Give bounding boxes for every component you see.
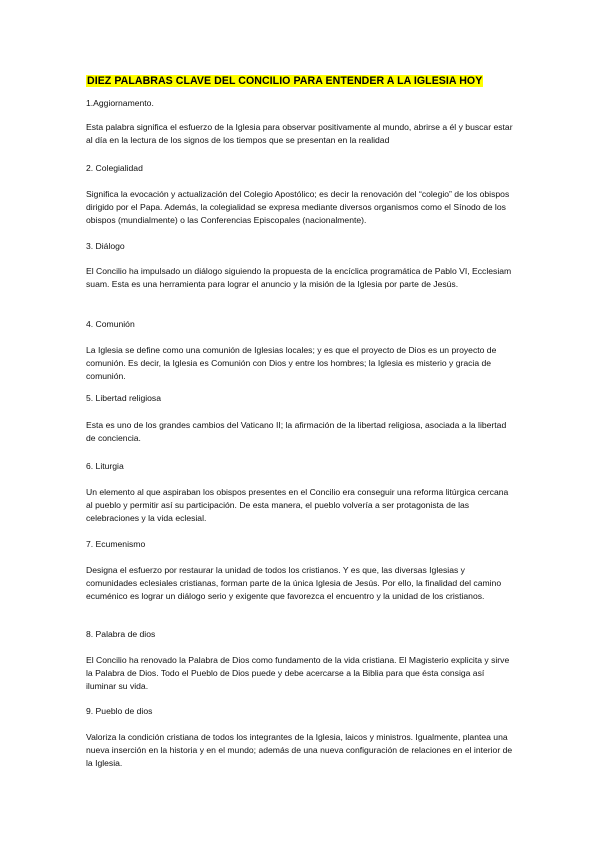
section-body: Esta palabra significa el esfuerzo de la Iglesia para observar positivamente al mundo, abrirse a él y buscar estar al día en la lectura de los signos de los tiempos que se presentan en la realidad [86, 122, 513, 146]
section-heading: 9. Pueblo de dios [86, 706, 153, 716]
section-heading: 5. Libertad religiosa [86, 393, 162, 403]
section-liturgia [86, 461, 516, 526]
section-heading: 6. Liturgia [86, 461, 124, 471]
section-body: Designa el esfuerzo por restaurar la unidad de todos los cristianos. Y es que, las diversas Iglesias y comunidades eclesiales cristianas, forman parte de la única Iglesia de Jesús. Por ello, la finalidad del camino ecuménico es lograr un diálogo serio y exigente que favorezca el encuentro y la unidad de los cristianos. [86, 565, 502, 602]
section-body: Valoriza la condición cristiana de todos los integrantes de la Iglesia, laicos y ministros. Igualmente, plantea una nueva inserción en la historia y en el mundo; además de una nueva configuración de relaciones en el interior de la Iglesia. [86, 732, 513, 769]
section-body: Esta es uno de los grandes cambios del Vaticano II; la afirmación de la libertad religiosa, asociada a la libertad de conciencia. [86, 420, 507, 444]
section-palabra-de-dios [86, 629, 516, 694]
section-body: La Iglesia se define como una comunión de Iglesias locales; y es que el proyecto de Dios es un proyecto de comunión. Es decir, la Iglesia es Comunión con Dios y entre los hombres; la Iglesia es misterio y gracia de comunión. [86, 345, 497, 382]
section-heading: 8. Palabra de dios [86, 629, 156, 639]
section-ecumenismo [86, 539, 516, 604]
section-heading: 7. Ecumenismo [86, 539, 146, 549]
section-aggiornamento [86, 98, 516, 147]
section-body: Significa la evocación y actualización del Colegio Apostólico; es decir la renovación del “colegio” de los obispos dirigido por el Papa. Además, la colegialidad se expresa mediante diversos organismos como el Sínodo de los obispos (mundialmente) o las Conferencias Episcopales (nacionalmente). [86, 189, 510, 226]
section-colegialidad [86, 163, 516, 228]
section-pueblo-de-dios [86, 706, 516, 771]
section-heading: 1.Aggiornamento. [86, 98, 154, 108]
section-body: El Concilio ha impulsado un diálogo siguiendo la propuesta de la encíclica programática de Pablo VI, Ecclesiam suam. Esta es una herramienta para lograr el anuncio y la misión de la Iglesia por parte de Jesús. [86, 266, 512, 290]
title-block [86, 71, 483, 89]
document-title: DIEZ PALABRAS CLAVE DEL CONCILIO PARA ENTENDER A LA IGLESIA HOY [87, 75, 483, 87]
section-dialogo [86, 241, 516, 291]
section-comunion [86, 319, 516, 384]
section-libertad-religiosa [86, 393, 516, 445]
section-body: Un elemento al que aspiraban los obispos presentes en el Concilio era conseguir una reforma litúrgica cercana al pueblo y permitir así su participación. De esta manera, el pueblo volvería a ser protagonista de las celebraciones y la vida eclesial. [86, 487, 509, 524]
section-body: El Concilio ha renovado la Palabra de Dios como fundamento de la vida cristiana. El Magisterio explicita y sirve la Palabra de Dios. Todo el Pueblo de Dios puede y debe acercarse a la Biblia para que ésta consiga así iluminar su vida. [86, 655, 510, 692]
section-heading: 3. Diálogo [86, 241, 125, 251]
section-heading: 2. Colegialidad [86, 163, 143, 173]
section-heading: 4. Comunión [86, 319, 135, 329]
